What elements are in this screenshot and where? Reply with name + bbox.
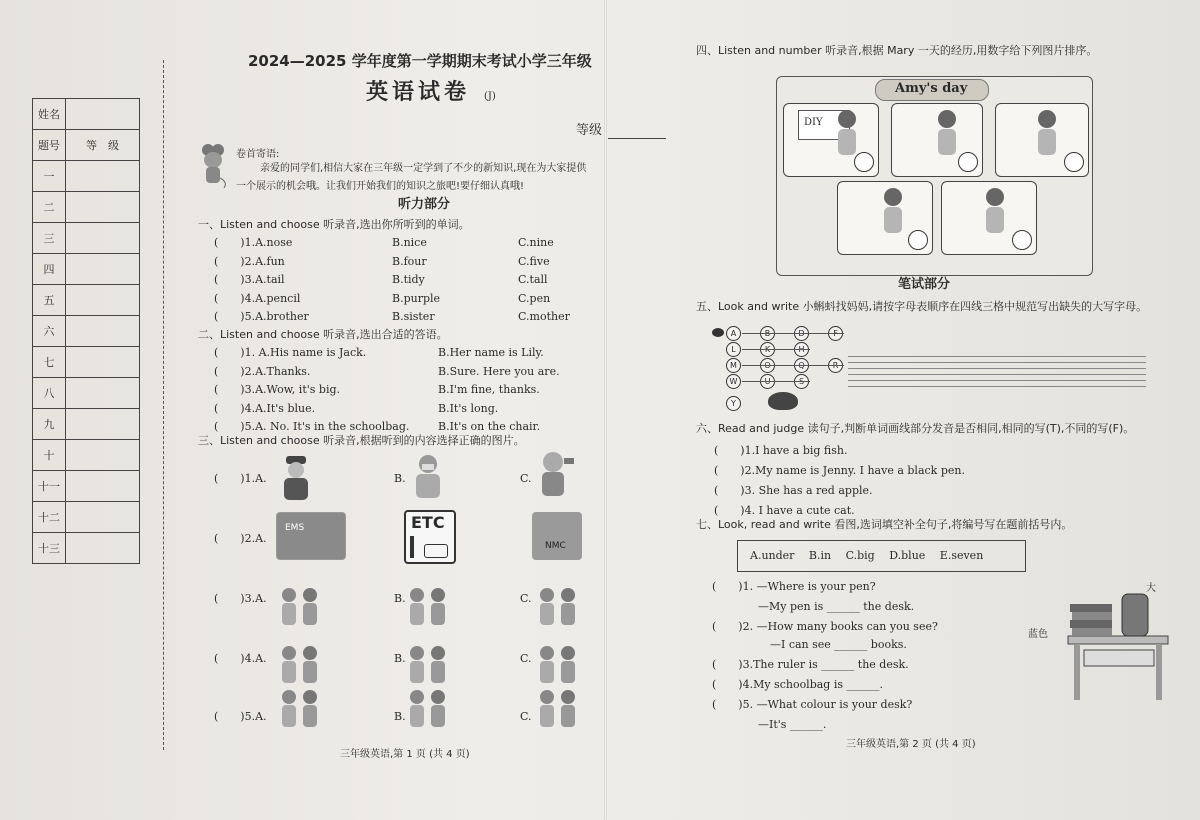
left-footer: 三年级英语,第 1 页 (共 4 页) <box>340 749 470 760</box>
q7-item[interactable]: ( )4.My schoolbag is ______. <box>712 678 883 691</box>
frog-mother-icon <box>768 392 798 410</box>
q2-option-b[interactable]: B.Sure. Here you are. <box>438 364 560 378</box>
q2-option-a[interactable]: ( )3.A.Wow, it's big. <box>214 383 341 396</box>
answer-circle[interactable] <box>1012 230 1032 250</box>
tadpole-icon <box>712 328 724 337</box>
police-officer-picture <box>276 454 316 502</box>
person-figure <box>827 107 867 167</box>
people-picture <box>404 586 452 630</box>
row-label: 十二 <box>33 502 66 533</box>
letter-bubble: R <box>828 358 843 373</box>
letter-bubble: O <box>760 358 775 373</box>
grade-label: 等级 <box>576 123 603 138</box>
q1-option-a[interactable]: ( )5.A.brother <box>214 310 309 323</box>
mouse-mascot-icon <box>198 142 228 188</box>
section-listening: 听力部分 <box>398 197 451 212</box>
q7-item[interactable]: —I can see ______ books. <box>770 638 907 651</box>
q6-title: 六、Read and judge 读句子,判断单词画线部分发音是否相同,相同的写(T),不同的写(F)。 <box>696 422 1135 435</box>
name-cell <box>66 99 140 130</box>
letter-bubble: W <box>726 374 741 389</box>
diy-label: DIY <box>804 117 823 128</box>
q3-option-c[interactable]: C. <box>520 472 532 485</box>
greeting-line2: 一个展示的机会哦。让我们开始我们的知识之旅吧!要仔细认真哦! <box>236 181 525 192</box>
nmc-sign-picture <box>532 512 582 560</box>
q3-option-a[interactable]: ( )3.A. <box>214 592 267 605</box>
q3-option-b[interactable]: B. <box>394 592 406 605</box>
q5-title: 五、Look and write 小蝌蚪找妈妈,请按字母表顺序在四线三格中规范写出缺失的大写字母。 <box>696 300 1148 313</box>
word-bank <box>737 540 1026 572</box>
row-label: 一 <box>33 161 66 192</box>
ems-truck-picture <box>276 512 346 560</box>
q6-item[interactable]: ( )3. She has a red apple. <box>714 484 873 497</box>
binding-line <box>163 60 164 750</box>
grid-line <box>848 386 1146 387</box>
row-label: 五 <box>33 285 66 316</box>
blue-label: 蓝色 <box>1028 629 1048 640</box>
grid-line <box>848 356 1146 357</box>
q1-title: 一、Listen and choose 听录音,选出你所听到的单词。 <box>198 218 470 231</box>
etc-text: ETC <box>411 513 445 532</box>
grade-header: 等 级 <box>66 130 140 161</box>
worker-picture <box>530 450 576 500</box>
subject-suffix: (J) <box>484 91 496 102</box>
row-label: 三 <box>33 223 66 254</box>
word-bank-text: A.under B.in C.big D.blue E.seven <box>750 549 984 562</box>
letter-bubble: H <box>794 342 809 357</box>
q1-option-c[interactable]: C.five <box>518 254 550 268</box>
num-label: 题号 <box>33 130 66 161</box>
person-figure <box>927 107 967 167</box>
q2-option-b[interactable]: B.Her name is Lily. <box>438 346 544 359</box>
desk-picture <box>1024 584 1174 704</box>
q1-option-b[interactable]: B.four <box>392 254 427 268</box>
people-picture <box>276 688 324 732</box>
q2-option-b[interactable]: B.I'm fine, thanks. <box>438 383 540 396</box>
q3-option-b[interactable]: B. <box>394 472 406 485</box>
q2-option-a[interactable]: ( )1. A.His name is Jack. <box>214 346 367 359</box>
q7-item[interactable]: —It's ______. <box>758 718 827 731</box>
grade-blank <box>608 138 666 139</box>
q1-option-b[interactable]: B.tidy <box>392 273 425 286</box>
q3-option-b[interactable]: B. <box>394 652 406 665</box>
answer-circle[interactable] <box>1064 152 1084 172</box>
greeting-line1: 亲爱的同学们,相信大家在三年级一定学到了不少的新知识,现在为大家提供 <box>260 163 587 174</box>
q2-option-a[interactable]: ( )2.A.Thanks. <box>214 364 311 378</box>
row-label: 十 <box>33 440 66 471</box>
q1-option-b[interactable]: B.nice <box>392 236 427 249</box>
q1-option-a[interactable]: ( )3.A.tail <box>214 273 285 286</box>
doctor-picture <box>408 452 448 500</box>
row-label: 六 <box>33 316 66 347</box>
grid-line <box>848 374 1146 375</box>
page-fold <box>604 0 607 820</box>
q2-option-a[interactable]: ( )5.A. No. It's in the schoolbag. <box>214 420 410 433</box>
people-picture <box>404 644 452 688</box>
grid-line <box>848 362 1146 363</box>
q3-option-c[interactable]: C. <box>520 710 532 723</box>
q6-item[interactable]: ( )2.My name is Jenny. I have a black pen. <box>714 464 965 477</box>
letter-bubble: B <box>760 326 775 341</box>
letter-bubble: D <box>794 326 809 341</box>
amys-day-panel <box>776 76 1093 276</box>
section-writing: 笔试部分 <box>898 277 951 292</box>
q7-item[interactable]: ( )2. —How many books can you see? <box>712 620 938 633</box>
q1-option-b[interactable]: B.sister <box>392 310 435 323</box>
q2-option-a[interactable]: ( )4.A.It's blue. <box>214 401 316 415</box>
q1-option-c[interactable]: C.tall <box>518 273 548 286</box>
people-picture <box>404 688 452 732</box>
bubble-line <box>742 365 844 366</box>
grid-line <box>848 368 1146 369</box>
big-label: 大 <box>1146 583 1156 594</box>
people-picture <box>276 586 324 630</box>
letter-bubble: A <box>726 326 741 341</box>
letter-bubble: M <box>726 358 741 373</box>
letter-bubble: F <box>828 326 843 341</box>
people-picture <box>276 644 324 688</box>
q3-title: 三、Listen and choose 听录音,根据听到的内容选择正确的图片。 <box>198 434 525 447</box>
q1-option-a[interactable]: ( )1.A.nose <box>214 236 293 249</box>
letter-bubble: U <box>760 374 775 389</box>
row-label: 四 <box>33 254 66 285</box>
person-figure <box>873 185 913 245</box>
letter-bubble: S <box>794 374 809 389</box>
letter-bubble: L <box>726 342 741 357</box>
row-label: 七 <box>33 347 66 378</box>
q3-option-a[interactable]: ( )1.A. <box>214 472 267 485</box>
person-figure <box>1027 107 1067 167</box>
q6-item[interactable]: ( )4. I have a cute cat. <box>714 504 855 517</box>
q7-item[interactable]: ( )5. —What colour is your desk? <box>712 698 913 711</box>
row-label: 二 <box>33 192 66 223</box>
subject-title: 英语试卷 <box>366 80 471 105</box>
person-figure <box>975 185 1015 245</box>
bubble-line <box>742 333 844 334</box>
q7-item[interactable]: ( )1. —Where is your pen? <box>712 580 876 593</box>
q3-option-a[interactable]: ( )5.A. <box>214 710 267 723</box>
q7-item[interactable]: ( )3.The ruler is ______ the desk. <box>712 658 909 671</box>
q1-option-a[interactable]: ( )4.A.pencil <box>214 291 301 305</box>
q3-option-c[interactable]: C. <box>520 652 532 665</box>
letter-bubble: Y <box>726 396 741 411</box>
q4-title: 四、Listen and number 听录音,根据 Mary 一天的经历,用数字给下列图片排序。 <box>696 44 1098 57</box>
q2-option-b[interactable]: B.It's long. <box>438 401 499 415</box>
q1-option-b[interactable]: B.purple <box>392 291 441 305</box>
grid-line <box>848 380 1146 381</box>
row-label: 九 <box>33 409 66 440</box>
q1-option-a[interactable]: ( )2.A.fun <box>214 254 285 268</box>
row-label: 十三 <box>33 533 66 564</box>
bubble-line <box>742 381 810 382</box>
row-label: 十一 <box>33 471 66 502</box>
ems-text: EMS <box>285 523 305 533</box>
people-picture <box>534 586 582 630</box>
greeting-title: 卷首寄语: <box>236 149 280 160</box>
right-footer: 三年级英语,第 2 页 (共 4 页) <box>846 739 976 750</box>
exam-title: 2024—2025 学年度第一学期期末考试小学三年级 <box>248 52 592 70</box>
etc-sign-picture <box>404 510 456 564</box>
score-table <box>32 98 140 564</box>
q3-option-a[interactable]: ( )2.A. <box>214 532 267 545</box>
letter-bubble: K <box>760 342 775 357</box>
q7-title: 七、Look, read and write 看图,选词填空补全句子,将编号写在题前括号内。 <box>696 518 1073 531</box>
q2-title: 二、Listen and choose 听录音,选出合适的答语。 <box>198 328 448 341</box>
name-label: 姓名 <box>33 99 66 130</box>
people-picture <box>534 688 582 732</box>
q3-option-c[interactable]: C. <box>520 592 532 605</box>
q2-option-b[interactable]: B.It's on the chair. <box>438 420 541 433</box>
people-picture <box>534 644 582 688</box>
q1-option-c[interactable]: C.pen <box>518 291 551 305</box>
q1-option-c[interactable]: C.mother <box>518 310 570 323</box>
q6-item[interactable]: ( )1.I have a big fish. <box>714 444 848 457</box>
letter-bubble: Q <box>794 358 809 373</box>
amys-day-title: Amy's day <box>895 81 968 96</box>
bubble-line <box>742 349 810 350</box>
q3-option-a[interactable]: ( )4.A. <box>214 652 267 665</box>
q1-option-c[interactable]: C.nine <box>518 236 554 249</box>
q7-item[interactable]: —My pen is ______ the desk. <box>758 600 915 613</box>
row-label: 八 <box>33 378 66 409</box>
q3-option-b[interactable]: B. <box>394 710 406 723</box>
nmc-text: NMC <box>545 541 566 551</box>
